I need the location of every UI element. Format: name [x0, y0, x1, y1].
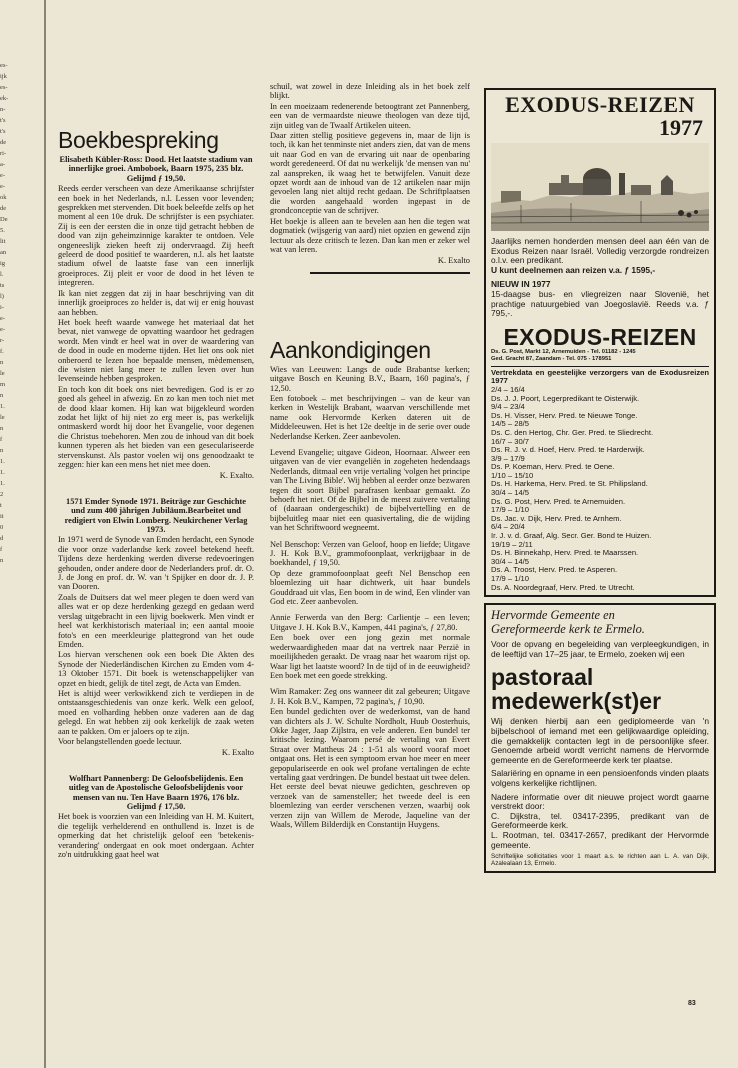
- fragment-text: ijk: [0, 73, 7, 80]
- review-paragraph: Het boekje is alleen aan te bevelen aan hen die tegen wat dogmatiek (wijsgerig van aard) niet opzien en gewend zijn lectuur als deze critisch te lezen. Dan kan men er zeker wel wat van leren.: [270, 216, 470, 254]
- fragment-text: es-: [0, 62, 8, 69]
- fragment-text: ri-: [0, 150, 7, 157]
- fragment-text: de: [0, 205, 7, 212]
- review-paragraph: Zoals de Duitsers dat wel meer plegen te doen werd van alles wat er op deze herdenking gezegd en gedaan werd verslag uitgebracht in een lijvig boekwerk. Men vindt er heel wat kerkhistorisch materiaal in; een aantal mooie foto's en een meerkleurige plattegrond van het oude Emden.: [58, 592, 254, 649]
- review-paragraph: In 1971 werd de Synode van Emden herdacht, een Synode die voor onze vaderlandse kerk zoveel betekend heeft. Tijdens deze herdenking werden diverse redevoeringen gehouden, onder andere door de Nederlanders prof. dr. O. J. de Jong en prof. dr. W. van 't Spijker en door dr. J. P. van Dooren.: [58, 535, 254, 592]
- schedule-guide: Ds. H. Binnekahp, Herv. Pred. te Maarssen.: [491, 548, 639, 558]
- announcement-text: Levend Evangelie; uitgave Gideon, Hoornaar. Alweer een uitgaven van de vier evangeliën in zogeheten hedendaags Nederlands, ditmaal een vrije vertaling 'volgen het principe van The Living Bible'. Wij hebben al eerder onze bezwaren tegen dit soort Bijbel parafrasen kenbaar gemaakt. Zo behoeft het niet. Of de Bijbel in de meest zuivere vertaling of (daaraan ondergeschikt) de bijbelvertelling en de bijbeluitleg maar niet een quasivertaling, die de wijding van het Schriftwoord wegneemt.: [270, 447, 470, 533]
- announcement-text: Een fotoboek – met beschrijvingen – van de keur van kerken in Westelijk Brabant, waarvan verschillende met name ook Hervormde Kerken dateren uit de Middeleeuwen. Het is het 12e deeltje in de serie over oude Nederlandse Kerken. Zeer aanbevolen.: [270, 393, 470, 441]
- fragment-text: n: [0, 392, 4, 399]
- vacature-contact: L. Rootman, tel. 03417-2657, predikant der Hervormde gemeente.: [491, 829, 709, 850]
- fragment-text: 5.: [0, 227, 5, 234]
- exodus-title: EXODUS-REIZEN: [505, 92, 695, 117]
- review-title: Wolfhart Pannenberg: De Geloofsbelijdenis. Een uitleg van de Apostolische Geloofsbelijdenis voor mensen van nu. Ten Have Baarn 1976, 176 blz. Gelijmd ƒ 17,50.: [68, 773, 244, 811]
- schedule-date: 30/4 – 14/5: [491, 556, 530, 566]
- column-2: [270, 82, 470, 1022]
- fragment-text: ig: [0, 260, 6, 267]
- vacature-text: Nadere informatie over dit nieuwe project wordt gaarne verstrekt door:: [491, 791, 709, 812]
- fragment-text: ok: [0, 194, 7, 201]
- fragment-text: l): [0, 293, 4, 300]
- exodus-address: Ds. G. Post, Markt 12, Arnemuiden - Tel. 01182 - 1245: [491, 348, 636, 355]
- section-heading-boekbespreking: Boekbespreking: [58, 127, 219, 153]
- schedule-date: 2/4 – 16/4: [491, 384, 525, 394]
- announcement-title: Wim Ramaker: Zeg ons wanneer dit zal gebeuren; Uitgave J. H. Kok B.V., Kampen, 72 pagina's, ƒ 10,90.: [270, 687, 470, 706]
- fragment-text: es-: [0, 84, 8, 91]
- fragment-text: e-: [0, 172, 6, 179]
- schedule-guide: Ds. G. Post, Herv. Pred. te Arnemuiden.: [491, 496, 626, 506]
- review-paragraph: En toch kon dit boek ons niet bevredigen. God is er zo goed als geheel in afwezig. En zo kan men toch niet met de dood klaar komen. Hij kan wat bijgekleurd worden zodat het lijkt of hij niet zo erg meer is, pas werkelijk ontmaskerd wordt hij door het Evangelie, voor degenen die Christus toebehoren. Men zou de inhoud van dit boek kunnen typeren als het bieden van een geseculariseerde stervenskunst. Als pastor voelen wij ons genoodzaakt te zeggen: hier kan een mens het niet mee doen.: [58, 384, 254, 469]
- schedule-guide: Ds. A. Noordegraaf, Herv. Pred. te Utrecht.: [491, 582, 635, 592]
- vacature-title: [491, 665, 709, 713]
- fragment-text: f: [0, 436, 3, 443]
- fragment-text: m: [0, 381, 6, 388]
- schedule-guide: Ds. R. J. v. d. Hoef, Herv. Pred. te Harderwijk.: [491, 445, 645, 455]
- vacature-advertisement: [484, 603, 716, 873]
- review-signature: K. Exalto.: [219, 471, 254, 481]
- schedule-date: 6/4 – 20/4: [491, 522, 525, 532]
- exodus-price: U kunt deelnemen aan reizen v.a. ƒ 1595,-: [491, 264, 656, 275]
- jerusalem-illustration: [491, 143, 709, 231]
- schedule-date: 17/9 – 1/10: [491, 505, 530, 515]
- fragment-text: f: [0, 546, 3, 553]
- schedule-guide: Ds. P. Koeman, Herv. Pred. te Oene.: [491, 462, 615, 472]
- announcement-text: Op deze grammofoonplaat geeft Nel Benschop een bloemlezing uit haar dichtwerk, uit haar bundels Gouddraad uit vlas, Een boom in de wind, Een vlinder van God etc. Zeer aanbevolen.: [270, 568, 470, 607]
- review-paragraph: In een moeizaam redenerende betoogtrant zet Pannenberg, een van de vermaardste nieuwe theologen van deze tijd, zijn uitleg van de Twaalf Artikelen uiteen.: [270, 101, 470, 130]
- fragment-text: de: [0, 139, 7, 146]
- review-title: 1571 Emder Synode 1971. Beiträge zur Geschichte und zum 400 jährigen Jubiläum.Bearbeitet und redigiert von Elwin Lomberg. Neukirchener Verlag 1973.: [64, 496, 248, 535]
- review-paragraph: Het is altijd weer verkwikkend zich te verdiepen in de ontstaansgeschiedenis van onze kerk. Welk een geloof, moed en volharding hebben onze vaderen aan de dag gelegd. En wat hebben zij ook kerkelijk de zaak weten aan te pakken. Om er jaloers op te zijn.: [58, 688, 254, 736]
- fragment-text: 1.: [0, 480, 5, 487]
- fragment-text: e-: [0, 183, 6, 190]
- announcement-text: Een bundel gedichten over de wederkomst, van de hand van dichters als J. W. Schulte Nordholt, Huub Oosterhuis, Okke Jager, Jaap Zijlstra, en vele anderen. Een bundel ter kritische lezing. Waarom persé de vertaling van Evert Straat over Mattheus 24 : 1-51 als woord vooraf moet ontgaat ons. Het is een symptoom ervan hoe meer en meer gepopulariseerde en ook wel profane vertalingen de echte vertaling gaat verdringen. De bundel bestaat uit twee delen. Het eerste deel bevat nieuwe gedichten, geschreven op verzoek van de samensteller; het tweede deel is een bloemlezing van eerder verschenen verzen, waarbij ook verzen zijn van Willem de Merode, Jaqueline van der Waals, Willem Bilderdijk en Constantijn Huygens.: [270, 707, 470, 829]
- fragment-text: it: [0, 513, 4, 520]
- exodus-advertisement: [484, 88, 716, 597]
- fragment-text: t's: [0, 117, 6, 124]
- page-gutter-rule: [44, 0, 46, 1068]
- fragment-text: e-: [0, 315, 6, 322]
- fragment-text: d: [0, 535, 4, 542]
- schedule-date: 16/7 – 30/7: [491, 436, 530, 446]
- adjacent-page-fragment: [0, 60, 40, 1040]
- exodus-new-text: 15-daagse bus- en vliegreizen naar Slovenië, het prachtige natuurgebied van Joegoslavië. Reeds v.a. ƒ 795,-.: [491, 288, 709, 319]
- column-1: [58, 82, 254, 1022]
- review-paragraph: Ik kan niet zeggen dat zij in haar beschrijving van dit innerlijk groeiproces zo helder is, dat wij er enig houvast aan hebben.: [58, 288, 254, 317]
- exodus-brand: EXODUS-REIZEN: [503, 323, 697, 350]
- schedule-guide: Ds. H. Harkema, Herv. Pred. te St. Philipsland.: [491, 479, 648, 489]
- review-paragraph: Het boek is voorzien van een Inleiding van H. M. Kuitert, die tegelijk verhelderend en onthullend is. Inzet is de opmerking dat het christelijk geloof een 'betekenis-verandering' ondergaat en ook moet ondergaan. Achter zo'n uitdrukking gaat heel wat: [58, 812, 254, 860]
- review-signature: K. Exalto: [221, 748, 254, 758]
- vacature-text: Wij denken hierbij aan een gediplomeerde van 'n bijbelschool of iemand met een gelijkwaardige opleiding, die gemakkelijk contacten legt in de persoonlijke sfeer. Genoemde arbeid wordt verricht namens de Hervormde gemeente en de Gereformeerde kerk ter plaatse.: [491, 716, 709, 765]
- fragment-text: e-: [0, 326, 6, 333]
- fragment-text: 2: [0, 491, 4, 498]
- fragment-text: n: [0, 359, 4, 366]
- announcement-text: Een boek over een jong gezin met normale wederwaardigheden maar dat na vertrek naar Perzië in moeilijkheden geraakt. De vraag naar het waarom rijst op. Waar ligt het laatste woord? In de tijd of in de eeuwigheid? Een boek met een goede strekking.: [270, 633, 470, 680]
- fragment-text: n-: [0, 106, 6, 113]
- fragment-text: ek-: [0, 95, 9, 102]
- fragment-text: 0: [0, 524, 4, 531]
- fragment-text: 1.: [0, 458, 5, 465]
- exodus-address: Ged. Gracht 87, Zaandam - Tel. 075 - 178951: [491, 355, 612, 362]
- review-paragraph: Het boek heeft waarde vanwege het materiaal dat het bevat, niet vanwege de opvatting waardoor het gedragen wordt. Men vindt er heel wat in over de waardering van de dood in oude en moderne tijden. Het liet ons ook niet onberoerd te lezen hoe bepaalde mensen, mèdemensen, die wisten niet lang meer te zullen leven over hun levenseinde hebben gesproken.: [58, 317, 254, 384]
- schedule-list: [491, 386, 709, 592]
- review-paragraph: Reeds eerder verscheen van deze Amerikaanse schrijfster een boek in het Nederlands, n.l. Lessen voor levenden; gesprekken met stervenden. Dit boek beleefde zelfs op het moment al een 10e druk. De schrijfster is een psychiater. Zij is een der eersten die in onze tijd getracht hebben de dood van zijn geheimzinnige karakter te ontdoen. Vele ongeneeslijk zieken heeft zij ondervraagd. Zij heeft geleerd de dood positief te waarderen, n.l. als het laatste stadium ofwel de laatste fase van een innerlijk groeiproces. Zij pleit er voor de dood in het léven te integreren.: [58, 184, 254, 288]
- schedule-guide: Ir. J. v. d. Graaf, Alg. Secr. Ger. Bond te Huizen.: [491, 531, 652, 541]
- vacature-heading: Hervormde Gemeente en: [491, 608, 615, 623]
- schedule-guide: Ds. J. J. Poort, Legerpredikant te Oisterwijk.: [491, 393, 640, 403]
- schedule-guide: Ds. C. den Hertog, Chr. Ger. Pred. te Sliedrecht.: [491, 427, 654, 437]
- review-paragraph: Los hiervan verschenen ook een boek Die Akten des Synode der Niederländischen Kirchen zu Emden vom 4-13 Oktober 1571. Dit boek is wetenschappelijker van opzet en biedt, gelijk de titel zegt, de Acta van Emden.: [58, 650, 254, 688]
- section-divider: [310, 272, 470, 274]
- review-paragraph: Daar zitten stellig positieve gegevens in, maar de lijn is toch, ik kan het tenminste niet anders zien, dat van de mens uit naar God en van de ervaring uit naar de openbaring wordt geredeneerd. Of dat nu werkelijk 'de mensen van nu' zal aanspreken, ik waag het te betwijfelen. Vanuit deze opzet wordt aan de inhoud van de 12 artikelen naar mijn gevoelen lang niet altijd recht gedaan. De Schriftplaatsen die worden aangehaald worden ingepast in de grondconceptie van de schrijver.: [270, 131, 470, 216]
- jerusalem-skyline-icon: [491, 143, 709, 231]
- vacature-contact: C. Dijkstra, tel. 03417-2395, predikant van de Gereformeerde kerk.: [491, 810, 709, 831]
- fragment-text: t's: [0, 128, 6, 135]
- fragment-text: i-: [0, 304, 4, 311]
- fragment-text: n: [0, 425, 4, 432]
- review-paragraph: schuil, wat zowel in deze Inleiding als in het boek zelf blijkt.: [270, 82, 470, 101]
- announcement-title: Wies van Leeuwen: Langs de oude Brabantse kerken; uitgave Bosch en Keuning B.V., Baarn, 160 pagina's, ƒ 12,50.: [270, 364, 470, 393]
- exodus-intro: Jaarlijks nemen honderden mensen deel aan één van de Exodus Reizen naar Israël. Volledig verzorgde rondreizen o.l.v. een predikant.: [491, 236, 709, 266]
- schedule-date: 3/9 – 17/9: [491, 453, 525, 463]
- fragment-text: le: [0, 370, 5, 377]
- vacature-text: Salariëring en opname in een pensioenfonds vinden plaats volgens kerkelijke richtlijnen.: [491, 768, 709, 788]
- schedule-guide: Ds. Jac. v. Dijk, Herv. Pred. te Arnhem.: [491, 513, 622, 523]
- fragment-text: an: [0, 249, 7, 256]
- vacature-intro: Voor de opvang en begeleiding van verpleegkundigen, in de leeftijd van 17–25 jaar, te Ermelo, zoeken wij een: [491, 639, 709, 659]
- review-signature: K. Exalto: [437, 256, 470, 266]
- vacature-application-note: Schriftelijke sollicitaties voor 1 maart a.s. te richten aan L. A. van Dijk, Azalealaan 13, Ermelo.: [491, 853, 709, 868]
- fragment-text: l.: [0, 271, 4, 278]
- schedule-date: 14/5 – 28/5: [491, 419, 530, 429]
- fragment-text: 1.: [0, 403, 5, 410]
- schedule-date: 19/19 – 2/11: [491, 539, 533, 549]
- review-title: Elisabeth Kübler-Ross: Dood. Het laatste stadium van innerlijke groei. Amboboek, Baarn 1975, 235 blz. Gelijmd ƒ 19,50.: [59, 155, 253, 183]
- fragment-text: n: [0, 447, 4, 454]
- review-paragraph: Voor belangstellenden goede lectuur.: [58, 736, 182, 746]
- schedule-date: 17/9 – 1/10: [491, 574, 530, 583]
- vacature-title-line: medewerk(st)er: [491, 688, 662, 715]
- announcement-title: Annie Ferwerda van den Berg: Carlientje – een leven; Uitgave J. H. Kok B.V., Kampen, 441 pagina's, ƒ 27,80.: [270, 613, 470, 632]
- schedule-date: 9/4 – 23/4: [491, 402, 525, 412]
- exodus-new-heading: NIEUW IN 1977: [491, 279, 551, 290]
- exodus-year: 1977: [659, 115, 703, 140]
- schedule-date: 30/4 – 14/5: [491, 488, 530, 498]
- column-3-advertisements: [484, 88, 716, 1048]
- fragment-text: le: [0, 414, 5, 421]
- section-heading-aankondigingen: Aankondigingen: [270, 336, 431, 363]
- fragment-text: a-: [0, 161, 6, 168]
- schedule-guide: Ds. H. Visser, Herv. Pred. te Nieuwe Tonge.: [491, 410, 638, 420]
- page-number: 83: [688, 1000, 696, 1007]
- schedule-date: 1/10 – 15/10: [491, 470, 534, 480]
- schedule-heading: Vertrekdata en geestelijke verzorgers van de Exodusreizen 1977: [491, 367, 709, 386]
- fragment-text: lit: [0, 238, 6, 245]
- fragment-text: r-: [0, 337, 5, 344]
- fragment-text: De: [0, 216, 8, 223]
- vacature-heading: Gereformeerde kerk te Ermelo.: [491, 622, 645, 637]
- fragment-text: ts: [0, 282, 5, 289]
- fragment-text: t: [0, 502, 2, 509]
- vacature-title-line: pastoraal: [491, 664, 594, 691]
- announcement-title: Nel Benschop: Verzen van Geloof, hoop en liefde; Uitgave J. H. Kok B.V., grammofoonplaat, verkrijgbaar in de boekhandel, ƒ 19,50.: [270, 539, 470, 568]
- fragment-text: n: [0, 557, 4, 564]
- fragment-text: 1.: [0, 469, 5, 476]
- fragment-text: f.: [0, 348, 4, 355]
- schedule-guide: Ds. A. Troost, Herv. Pred. te Asperen.: [491, 565, 618, 575]
